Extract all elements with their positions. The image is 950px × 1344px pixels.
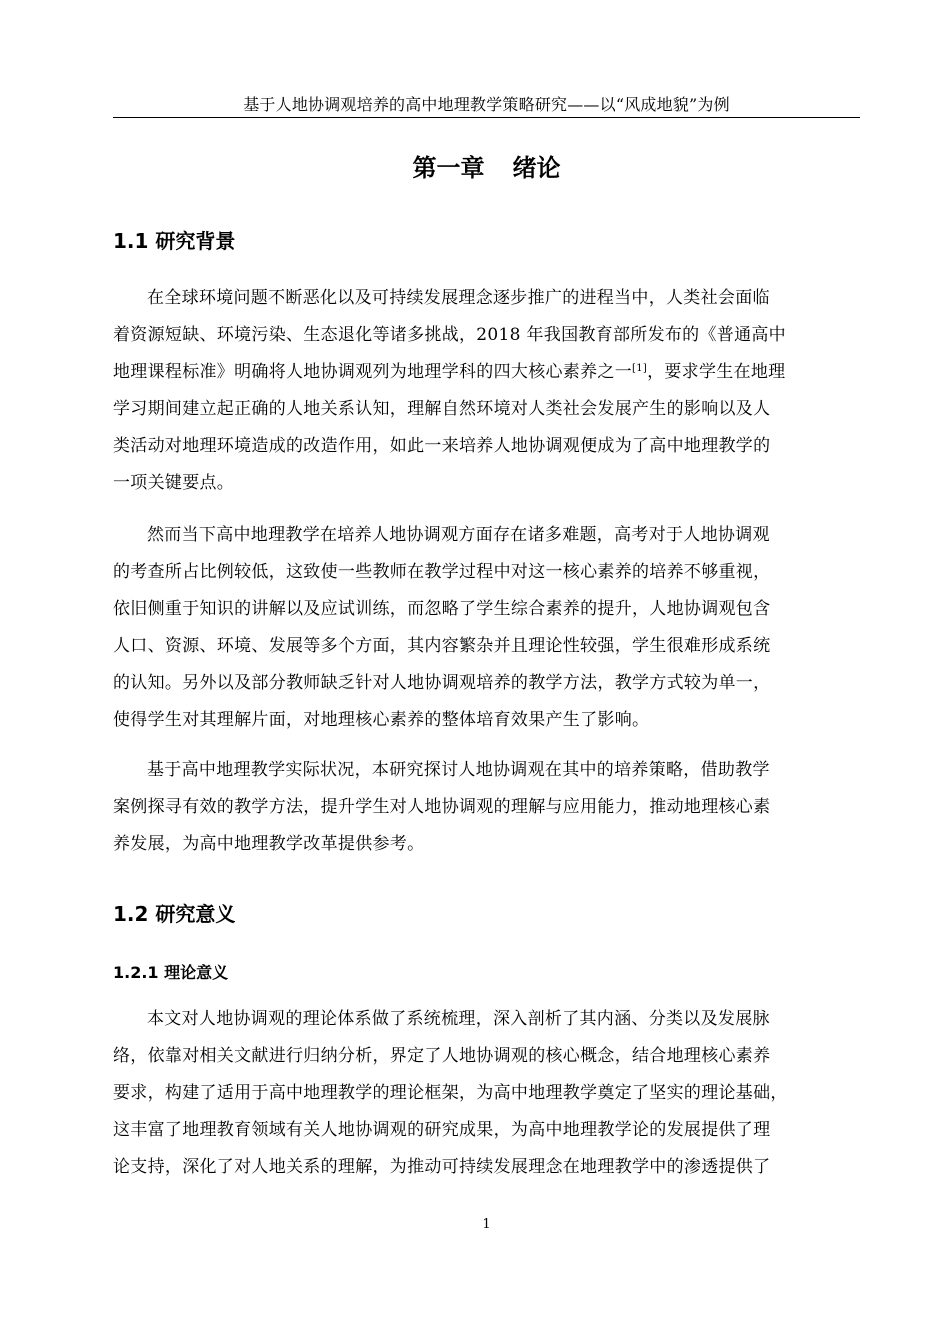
paragraph-line: 的考查所占比例较低，这致使一些教师在教学过程中对这一核心素养的培养不够重视， bbox=[113, 562, 771, 582]
paragraph-line: 本文对人地协调观的理论体系做了系统梳理，深入剖析了其内涵、分类以及发展脉 bbox=[147, 1009, 770, 1029]
paragraph-line: 络，依靠对相关文献进行归纳分析，界定了人地协调观的核心概念，结合地理核心素养 bbox=[113, 1046, 771, 1066]
paragraph-line: 使得学生对其理解片面，对地理核心素养的整体培育效果产生了影响。 bbox=[113, 710, 650, 730]
citation-ref: [1] bbox=[632, 363, 648, 374]
line-text: ，要求学生在地理 bbox=[647, 362, 786, 382]
chapter-title bbox=[113, 153, 860, 183]
paragraph-line: 依旧侧重于知识的讲解以及应试训练，而忽略了学生综合素养的提升，人地协调观包含 bbox=[113, 599, 771, 619]
paragraph-line: 这丰富了地理教育领域有关人地协调观的研究成果，为高中地理教学论的发展提供了理 bbox=[113, 1120, 771, 1140]
paragraph-line bbox=[113, 354, 860, 391]
subsection-heading-1-2-1: 1.2.1 理论意义 bbox=[113, 963, 229, 982]
paragraph-line: 人口、资源、环境、发展等多个方面，其内容繁杂并且理论性较强，学生很难形成系统 bbox=[113, 636, 771, 656]
paragraph-line: 着资源短缺、环境污染、生态退化等诸多挑战，2018 年我国教育部所发布的《普通高中 bbox=[113, 325, 786, 345]
paragraph-theory-1 bbox=[113, 1001, 860, 1186]
paragraph-line: 养发展，为高中地理教学改革提供参考。 bbox=[113, 834, 425, 854]
paragraph-background-3 bbox=[113, 752, 860, 863]
paragraph-background-2 bbox=[113, 517, 860, 739]
paragraph-line: 案例探寻有效的教学方法，提升学生对人地协调观的理解与应用能力，推动地理核心素 bbox=[113, 797, 771, 817]
paragraph-line: 基于高中地理教学实际状况，本研究探讨人地协调观在其中的培养策略，借助教学 bbox=[147, 760, 770, 780]
chapter-number: 第一章 bbox=[412, 154, 485, 182]
header-rule bbox=[113, 117, 860, 118]
paragraph-background-1 bbox=[113, 280, 860, 502]
paragraph-line: 然而当下高中地理教学在培养人地协调观方面存在诸多难题，高考对于人地协调观 bbox=[147, 525, 770, 545]
running-header: 基于人地协调观培养的高中地理教学策略研究——以“风成地貌”为例 bbox=[243, 95, 730, 114]
line-text: 地理课程标准》明确将人地协调观列为地理学科的四大核心素养之一 bbox=[113, 362, 632, 382]
paragraph-line: 一项关键要点。 bbox=[113, 473, 235, 493]
section-heading-1-1: 1.1 研究背景 bbox=[113, 229, 236, 253]
page-number: 1 bbox=[482, 1217, 491, 1232]
section-heading-1-2: 1.2 研究意义 bbox=[113, 902, 236, 926]
paragraph-line: 的认知。另外以及部分教师缺乏针对人地协调观培养的教学方法，教学方式较为单一， bbox=[113, 673, 771, 693]
paragraph-line: 在全球环境问题不断恶化以及可持续发展理念逐步推广的进程当中，人类社会面临 bbox=[147, 288, 770, 308]
paragraph-line: 类活动对地理环境造成的改造作用，如此一来培养人地协调观便成为了高中地理教学的 bbox=[113, 436, 771, 456]
chapter-name: 绪论 bbox=[512, 154, 561, 182]
paragraph-line: 学习期间建立起正确的人地关系认知，理解自然环境对人类社会发展产生的影响以及人 bbox=[113, 399, 771, 419]
paragraph-line: 论支持，深化了对人地关系的理解，为推动可持续发展理念在地理教学中的渗透提供了 bbox=[113, 1157, 771, 1177]
paragraph-line: 要求，构建了适用于高中地理教学的理论框架，为高中地理教学奠定了坚实的理论基础， bbox=[113, 1083, 788, 1103]
